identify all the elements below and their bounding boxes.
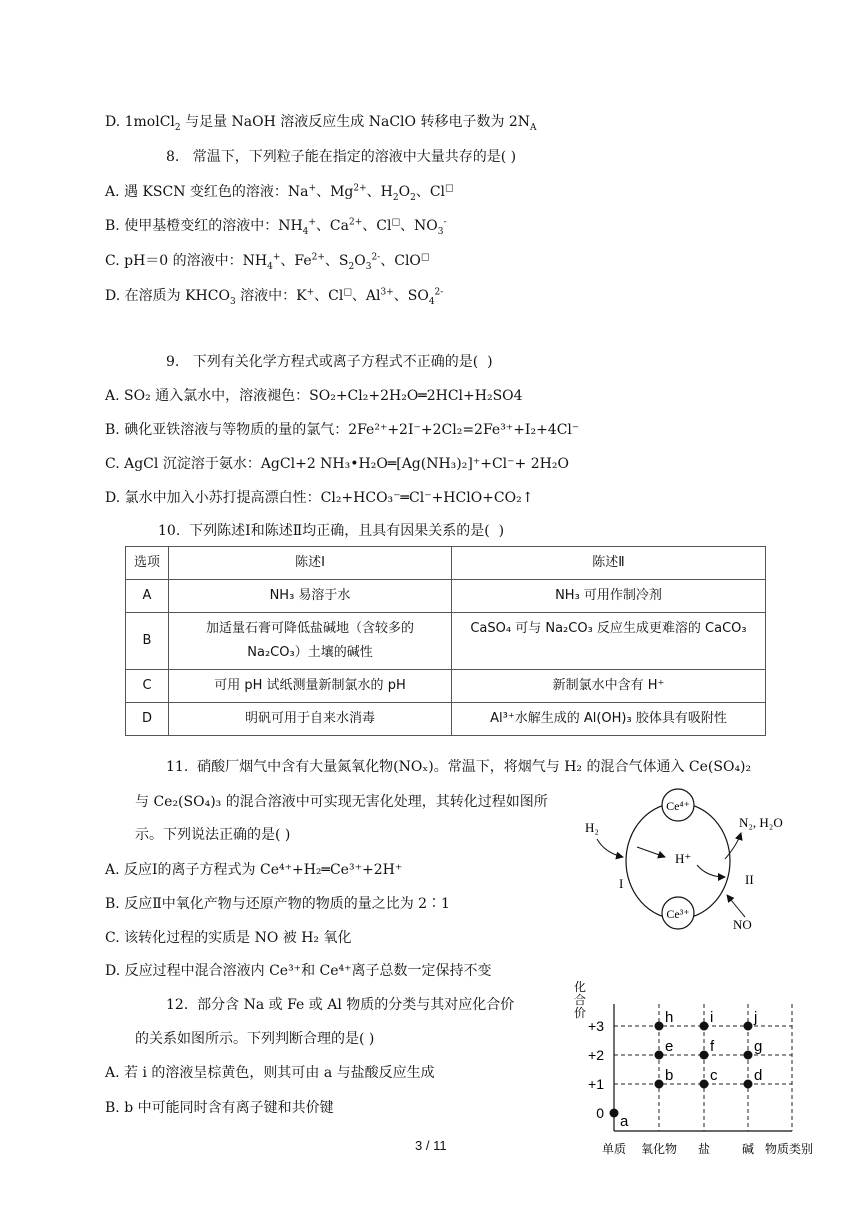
row-statement-1: 可用 pH 试纸测量新制氯水的 pH [169, 670, 452, 703]
q12-stem-line2: 的关系如图所示。下列判断合理的是( ) [135, 1031, 375, 1047]
row-statement-2: NH₃ 可用作制冷剂 [452, 580, 766, 613]
data-point-label: a [620, 1113, 629, 1130]
q11-option-d: D. 反应过程中混合溶液内 Ce³⁺和 Ce⁴⁺离子总数一定保持不变 [105, 963, 492, 979]
table-row [126, 580, 766, 613]
data-point-label: b [665, 1067, 674, 1084]
row-statement-1: 明矾可用于自来水消毒 [169, 703, 452, 736]
header-statement-1: 陈述Ⅰ [169, 547, 452, 580]
q8-option-d: D. 在溶质为 $KHCO_3$ 溶液中：K+、Cl□、$Al^{3+}$、$SO_4^{2-}$ [105, 287, 444, 307]
q11-stem-line2: 与 Ce₂(SO₄)₃ 的混合溶液中可实现无害化处理，其转化过程如图所 [135, 794, 548, 810]
q12-option-a: A. 若 i 的溶液呈棕黄色，则其可由 a 与盐酸反应生成 [105, 1065, 435, 1081]
q8-stem: 8. 常温下，下列粒子能在指定的溶液中大量共存的是( ) [166, 149, 517, 165]
data-point-label: g [754, 1038, 763, 1055]
row-option: D [126, 703, 169, 736]
q7-optd-text-a: D. 1molCl [105, 114, 175, 130]
x-axis-label: 物质类别 [765, 1142, 814, 1156]
q8-option-b: B. 使甲基橙变红的溶液中：$NH_4^+$、$Ca^{2+}$、Cl□、$NO_3^-$ [105, 217, 447, 237]
no-label: NO [733, 917, 752, 932]
data-point-label: i [710, 1009, 714, 1026]
q8-opta-t4: O [398, 184, 411, 200]
ce3-label: Ce³⁺ [666, 907, 690, 921]
header-statement-2: 陈述Ⅱ [452, 547, 766, 580]
q8-optc-t5: 、ClO [380, 253, 421, 269]
q7-optd-sub1: 2 [174, 122, 181, 133]
q7-optd-text-b: 与足量 NaOH 溶液反应生成 NaClO 转移电子数为 2N [180, 114, 531, 130]
data-point [655, 1022, 664, 1031]
row-option: C [126, 670, 169, 703]
q8-optc-t3: 、S [324, 253, 349, 269]
data-point [610, 1109, 619, 1118]
y-tick-label: +2 [588, 1047, 604, 1063]
q8-opta-t5: 、Cl [415, 184, 446, 200]
data-point [744, 1022, 753, 1031]
valence-class-chart [560, 978, 820, 1158]
q8-optb-t4: 、NO [400, 218, 438, 234]
data-point [744, 1051, 753, 1060]
q8-optd-t4: 、Al [351, 288, 381, 304]
x-category-label: 碱 [741, 1142, 755, 1156]
data-point [744, 1080, 753, 1089]
q12-stem-line1: 12. 部分含 Na 或 Fe 或 Al 物质的分类与其对应化合价 [166, 997, 515, 1013]
table-row [126, 670, 766, 703]
data-point [700, 1051, 709, 1060]
q11-option-b: B. 反应Ⅱ中氧化产物与还原产物的物质的量之比为 2∶1 [105, 896, 450, 912]
q8-option-c: C. pH＝0 的溶液中：$NH_4^+$、$Fe^{2+}$、$S_2O_3^{2-}$、ClO□ [105, 252, 430, 272]
q8-optb-t2: 、Ca [315, 218, 349, 234]
q12-option-b: B. b 中可能同时含有离子键和共价键 [105, 1100, 334, 1116]
table-row [126, 703, 766, 736]
data-point-label: h [665, 1009, 674, 1026]
q8-optc-t1: C. pH＝0 的溶液中：NH [105, 253, 268, 269]
q9-option-d: D. 氯水中加入小苏打提高漂白性：Cl₂+HCO₃⁻═Cl⁻+HClO+CO₂↑ [105, 490, 534, 506]
data-point [655, 1080, 664, 1089]
h-plus-arrow-in [637, 847, 665, 857]
data-point-label: e [665, 1038, 674, 1055]
row-statement-1: NH₃ 易溶于水 [169, 580, 452, 613]
reaction-2-label: II [745, 872, 754, 887]
h-plus-label: H⁺ [675, 851, 692, 866]
data-point-label: f [710, 1038, 715, 1055]
q7-option-d [105, 112, 537, 132]
row-statement-1: 加适量石膏可降低盐碱地（含较多的 Na₂CO₃）土壤的碱性 [169, 613, 452, 670]
row-statement-2: 新制氯水中含有 H⁺ [452, 670, 766, 703]
table-header-row [126, 547, 766, 580]
q8-opta-t3: 、H [366, 184, 393, 200]
q11-stem-line1: 11. 硝酸厂烟气中含有大量氮氧化物(NOₓ)。常温下，将烟气与 H₂ 的混合气体通入 Ce(SO₄)₂ [166, 759, 752, 775]
q11-option-a: A. 反应Ⅰ的离子方程式为 Ce⁴⁺+H₂═Ce³⁺+2H⁺ [105, 862, 403, 878]
y-axis-label-char-3: 价 [573, 1006, 587, 1020]
data-point [700, 1080, 709, 1089]
h-plus-arrow-out [697, 865, 725, 877]
q8-optd-t2: 溶液中：K [235, 288, 307, 304]
x-category-label: 单质 [601, 1142, 627, 1156]
q9-option-a: A. SO₂ 通入氯水中，溶液褪色：SO₂+Cl₂+2H₂O═2HCl+H₂SO4 [105, 388, 523, 404]
q10-table [125, 546, 766, 736]
row-option: B [126, 613, 169, 670]
q8-optd-t1: D. 在溶质为 KHCO [105, 288, 230, 304]
q8-optd-t5: 、SO [393, 288, 429, 304]
q10-stem: 10. 下列陈述Ⅰ和陈述Ⅱ均正确，且具有因果关系的是( ) [158, 523, 505, 539]
q8-optd-t3: 、Cl [314, 288, 344, 304]
q8-optb-t1: B. 使甲基橙变红的溶液中：NH [105, 218, 303, 234]
row-statement-2: CaSO₄ 可与 Na₂CO₃ 反应生成更难溶的 CaCO₃ [452, 613, 766, 670]
data-point-label: d [754, 1067, 763, 1084]
data-point [655, 1051, 664, 1060]
header-option: 选项 [126, 547, 169, 580]
q9-stem: 9. 下列有关化学方程式或离子方程式不正确的是( ) [166, 354, 493, 370]
q9-option-b: B. 碘化亚铁溶液与等物质的量的氯气：2Fe²⁺+2I⁻+2Cl₂=2Fe³⁺+I₂+4Cl⁻ [105, 422, 580, 438]
q7-optd-sub2: A [530, 122, 537, 133]
q8-opta-t1: A. 遇 KSCN 变红色的溶液：Na [105, 184, 309, 200]
q8-optb-t3: 、Cl [362, 218, 392, 234]
page-number: 3 / 11 [415, 1138, 447, 1153]
y-tick-label: +3 [588, 1018, 604, 1034]
h2-label: H₂ [585, 820, 599, 835]
reaction-1-label: I [619, 876, 624, 891]
ce-cycle-diagram [575, 785, 805, 945]
row-statement-2: Al³⁺水解生成的 Al(OH)₃ 胶体具有吸附性 [452, 703, 766, 736]
data-point-label: c [710, 1067, 718, 1084]
q8-optc-t2: 、Fe [280, 253, 312, 269]
y-tick-label: 0 [596, 1105, 604, 1121]
products-arrow [725, 833, 741, 859]
y-axis-label-char-1: 化 [573, 980, 587, 994]
q8-optc-t4: O [354, 253, 366, 269]
no-arrow [727, 895, 745, 917]
q8-opta-t2: 、Mg [316, 184, 354, 200]
row-option: A [126, 580, 169, 613]
data-point-label: j [754, 1009, 758, 1026]
ce4-label: Ce⁴⁺ [666, 799, 690, 813]
table-row [126, 613, 766, 670]
q11-option-c: C. 该转化过程的实质是 NO 被 H₂ 氧化 [105, 930, 352, 946]
q11-stem-line3: 示。下列说法正确的是( ) [135, 827, 291, 843]
q8-option-a: A. 遇 KSCN 变红色的溶液：Na+、$Mg^{2+}$、$H_2O_2$、Cl□ [105, 183, 454, 203]
x-category-label: 氧化物 [640, 1142, 678, 1156]
x-category-label: 盐 [697, 1142, 711, 1156]
y-axis-label-char-2: 合 [573, 993, 587, 1007]
h2-arrow [597, 839, 623, 857]
q9-option-c: C. AgCl 沉淀溶于氨水：AgCl+2 NH₃•H₂O═[Ag(NH₃)₂]⁺+Cl⁻+ 2H₂O [105, 456, 569, 472]
data-point [700, 1022, 709, 1031]
products-label: N₂, H₂O [739, 815, 783, 830]
y-tick-label: +1 [588, 1076, 604, 1092]
